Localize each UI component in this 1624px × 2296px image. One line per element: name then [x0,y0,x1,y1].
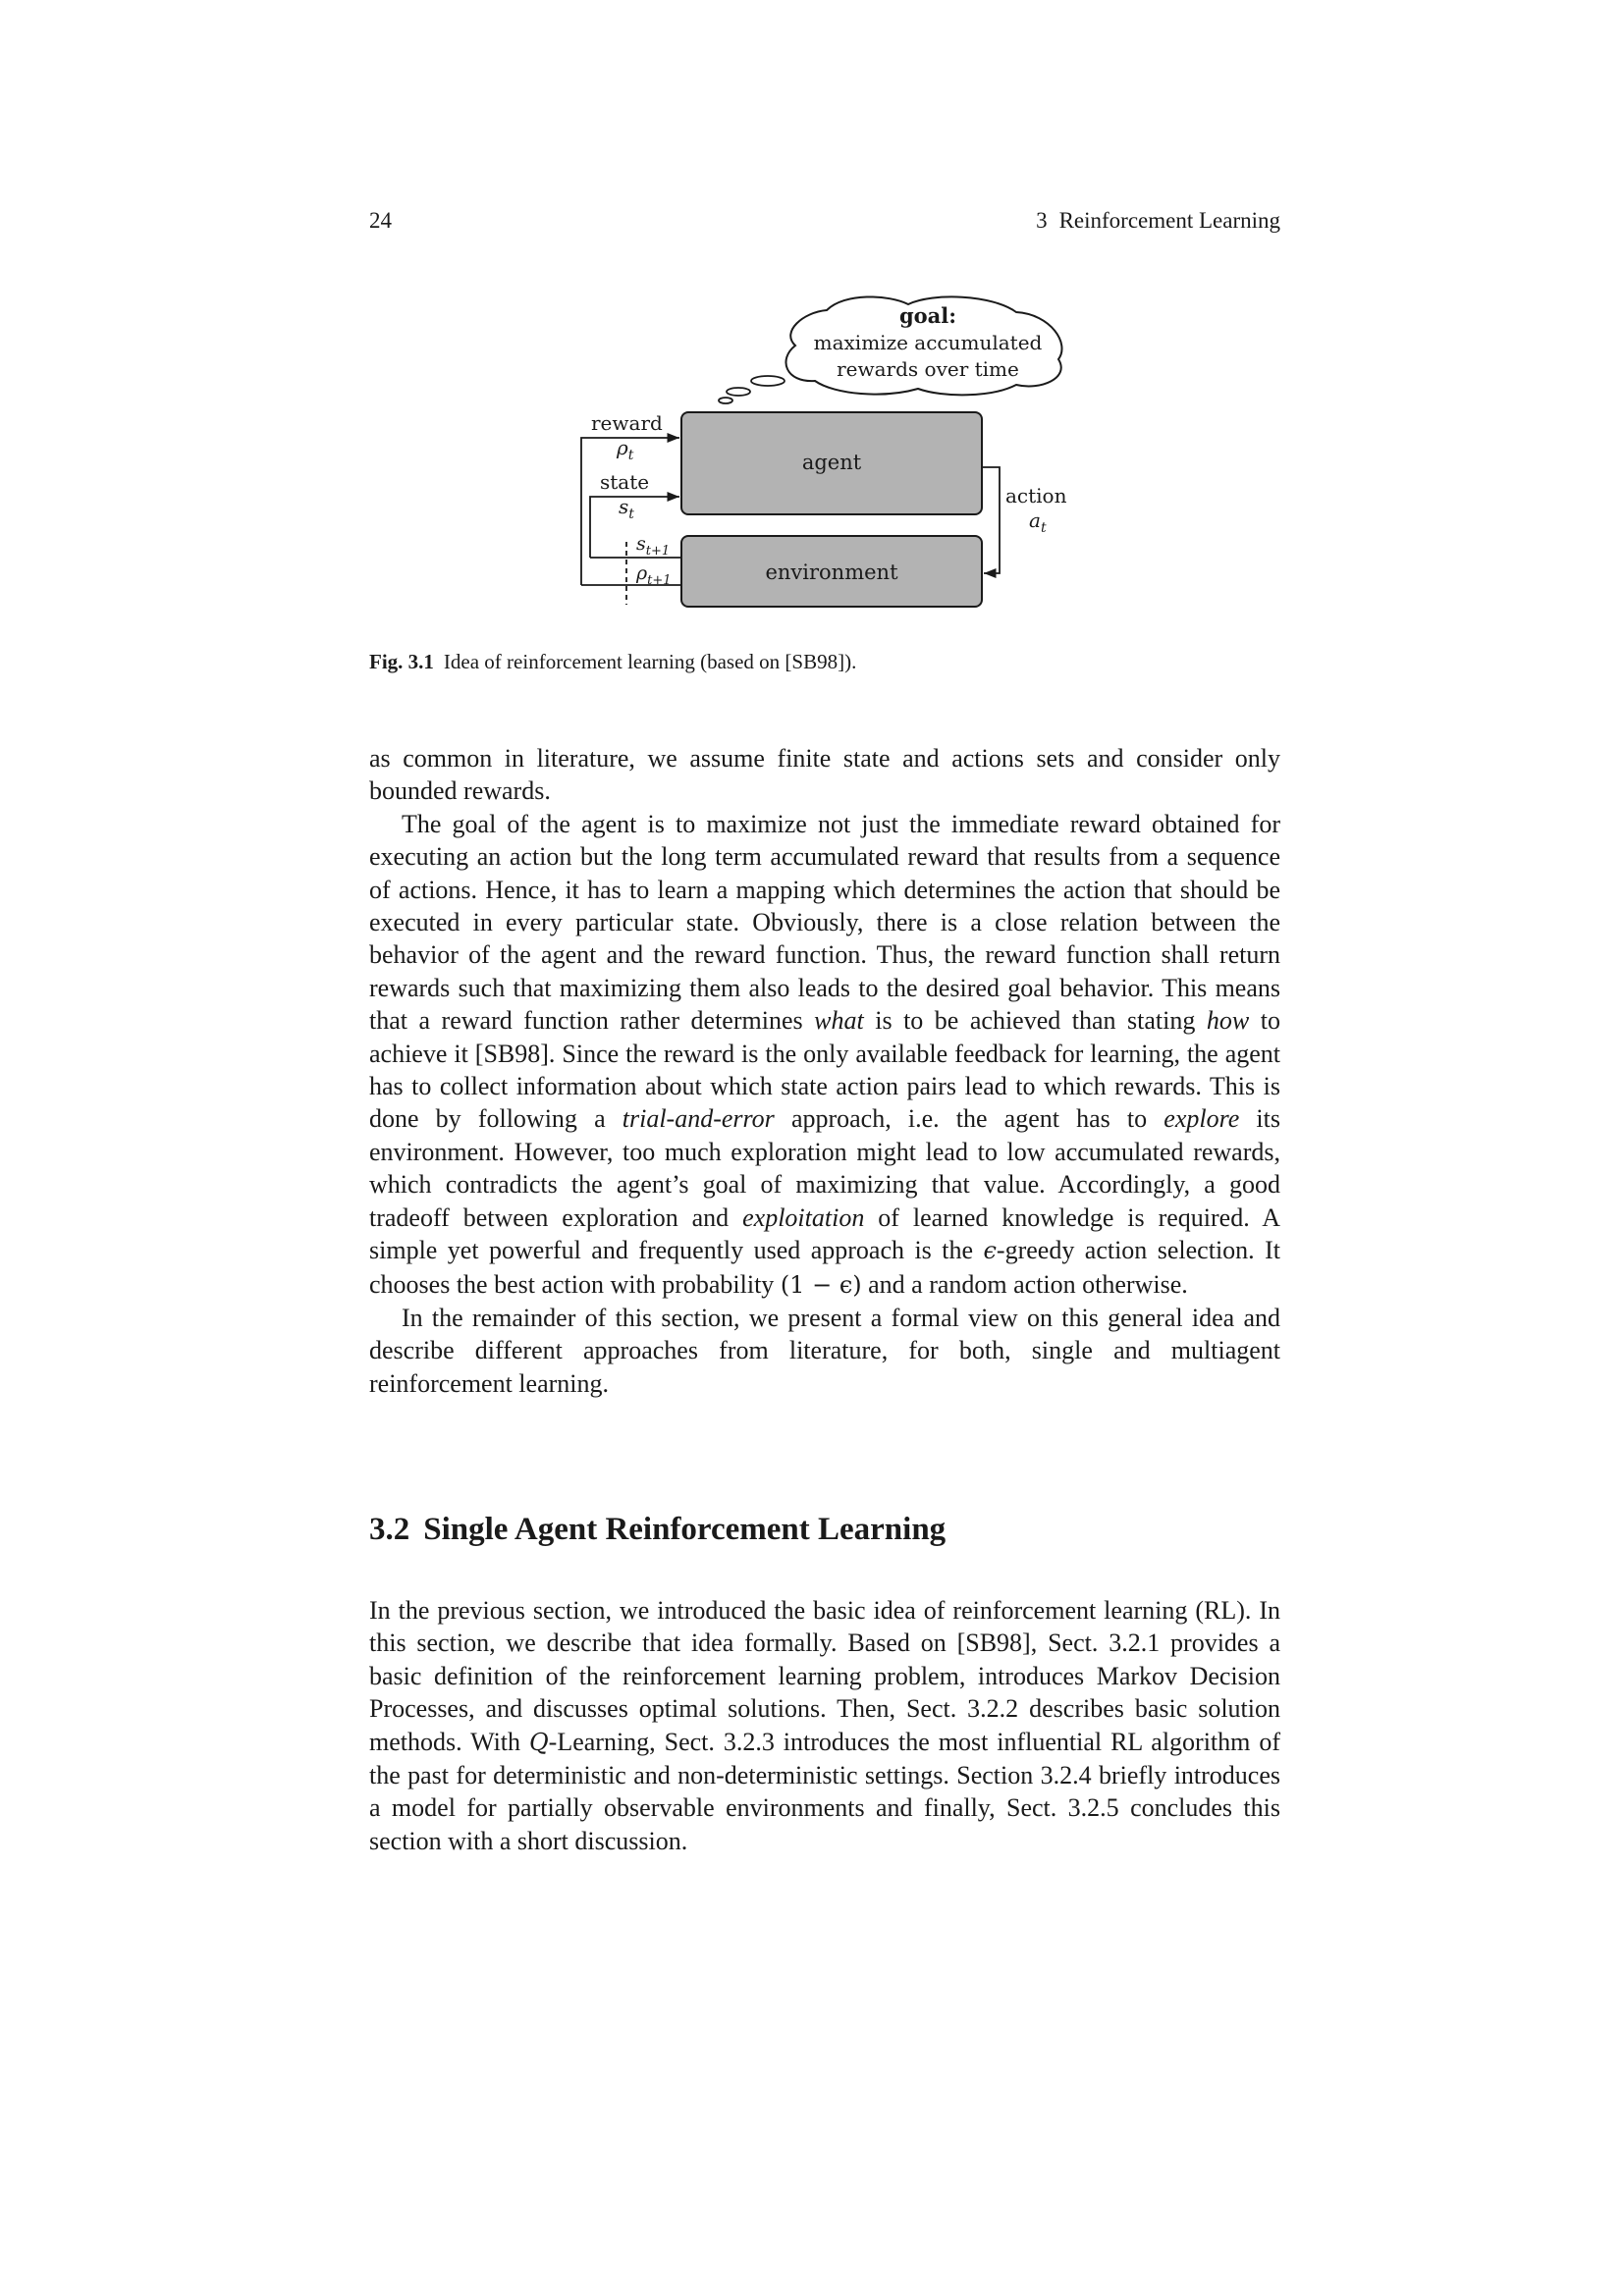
agent-label: agent [801,451,862,474]
thought-bubble-large [751,376,785,386]
reward-label: reward [591,411,663,435]
state-symbol: $s_t$ [619,495,634,522]
goal-title: goal: [898,303,957,328]
rl-diagram [0,285,1624,618]
section-title: Single Agent Reinforcement Learning [423,1512,947,1547]
section-paragraph-1: In the previous section, we introduced the basic idea of reinforcement learning (RL). In this section, we describe that idea formally. Based on [SB98], Sect. 3.2.1 provides a basic definition of the reinforcement learning problem, introduces Markov Decision Processes, and discusses optimal solutions. Then, Sect. 3.2.2 describes basic solution methods. With Q-Learning, Sect. 3.2.3 introduces the most influential RL algorithm of the past for deterministic and non-deterministic settings. Section 3.2.4 briefly introduces a model for partially observable environments and finally, Sect. 3.2.5 concludes this section with a short discussion. [369,1596,1280,1855]
figure-rl-diagram [0,285,1624,618]
action-arrow [982,467,1000,573]
paragraph-3: In the remainder of this section, we present a formal view on this general idea and describe different approaches from literature, for both, single and multiagent reinforcement learning. [369,1303,1280,1398]
body-text-block [369,742,1280,1400]
thought-bubble-small [719,398,732,403]
section-heading [369,1512,946,1548]
action-symbol: $a_t$ [1029,508,1047,536]
goal-line1: maximize accumulated [813,331,1043,354]
paragraph-1: as common in literature, we assume finite state and actions sets and consider only bounded rewards. [369,744,1280,806]
environment-label: environment [765,561,898,584]
chapter-title: Reinforcement Learning [1058,208,1280,233]
goal-line2: rewards over time [837,357,1019,381]
section-body [369,1594,1280,1857]
state-label: state [600,470,650,494]
page-number: 24 [369,208,392,233]
next-reward-symbol: $\rho_{t+1}$ [636,562,672,588]
action-label: action [1005,484,1067,507]
caption-text: Idea of reinforcement learning (based on [SB98]). [443,650,857,673]
paragraph-2: The goal of the agent is to maximize not just the immediate reward obtained for executing an action but the long term accumulated reward that results from a sequence of actions. Hence, it has to learn a mapping which determines the action that should be executed in every particular state. Obviously, there is a close relation between the behavior of the agent and the reward function. Thus, the reward function shall return rewards such that maximizing them also leads to the desired goal behavior. This means that a reward function rather determines what is to be achieved than stating how to achieve it [SB98]. Since the reward is the only available feedback for learning, the agent has to collect information about which state action pairs lead to which rewards. This is done by following a trial-and-error approach, i.e. the agent has to explore its environment. However, too much exploration might lead to low accumulated rewards, which contradicts the agent’s goal of maximizing that value. Accordingly, a good tradeoff between exploration and exploitation of learned knowledge is required. A simple yet powerful and frequently used approach is the ϵ-greedy action selection. It chooses the best action with probability (1 − ϵ) and a random action otherwise. [369,809,1281,1299]
reward-symbol: $\rho_t$ [617,436,634,463]
running-head [1036,208,1280,234]
next-state-symbol: $s_{t+1}$ [636,533,671,559]
thought-bubble-medium [727,388,750,396]
caption-label: Fig. 3.1 [369,650,434,673]
figure-caption [369,650,856,674]
section-number: 3.2 [369,1512,410,1547]
chapter-number: 3 [1036,208,1048,233]
